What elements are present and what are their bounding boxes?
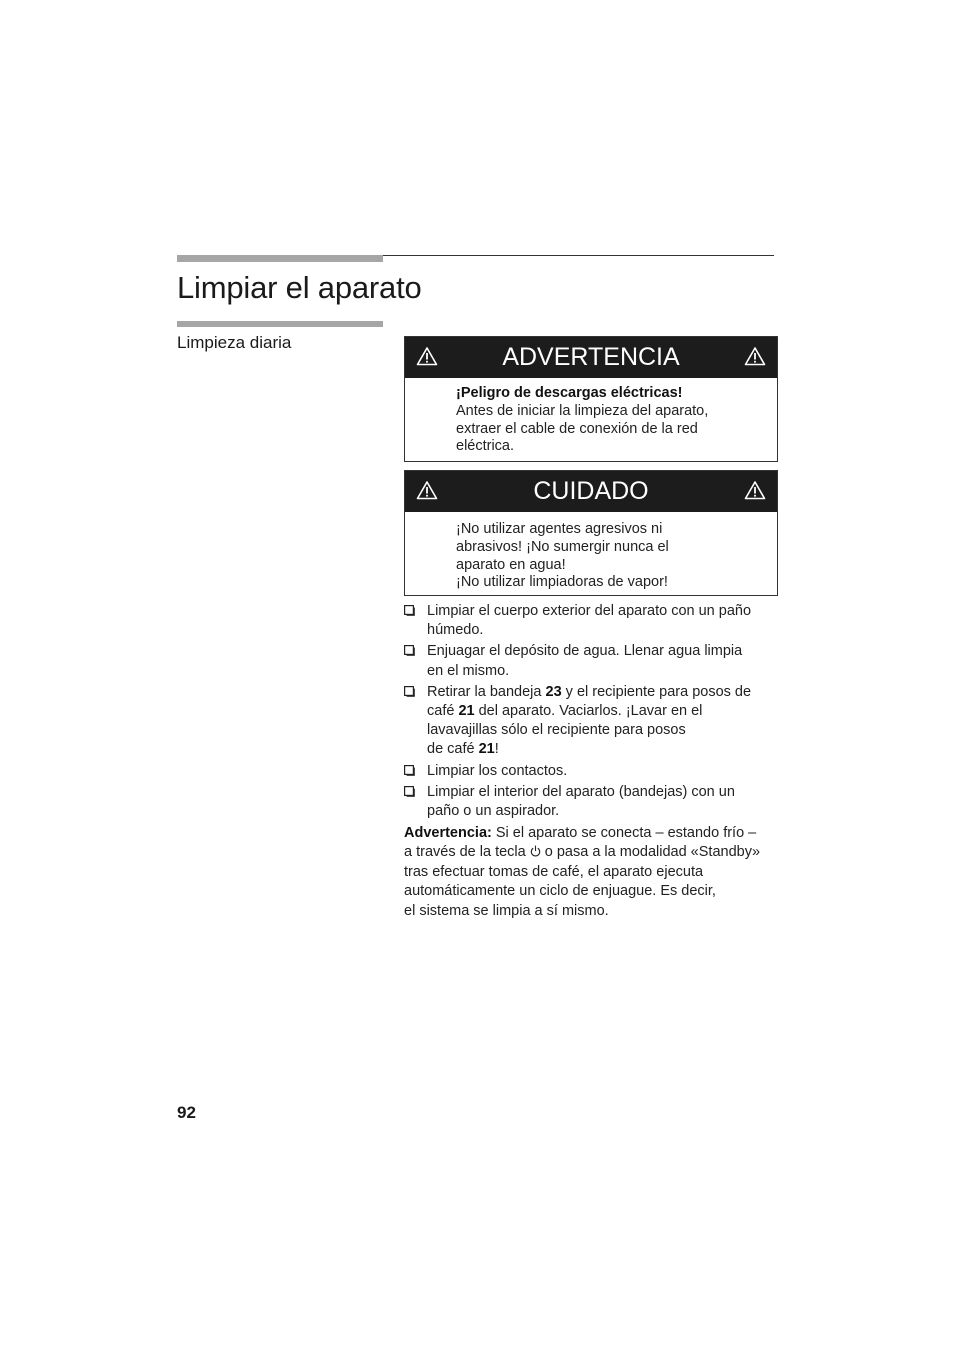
note-text: a través de la tecla <box>404 844 530 861</box>
step-text <box>427 702 784 721</box>
warning-line: eléctrica. <box>456 438 515 455</box>
part-number-ref: 23 <box>545 683 562 700</box>
caution-box <box>404 470 778 596</box>
step-text: Limpiar el cuerpo exterior del aparato con un paño <box>427 603 752 619</box>
title-rule-thick <box>177 255 383 262</box>
step-text-part: Retirar la bandeja <box>427 683 546 700</box>
step-text <box>427 683 784 702</box>
warning-triangle-icon <box>744 480 766 500</box>
warning-box-body <box>405 378 777 460</box>
title-rule-thin <box>383 255 774 256</box>
caution-box-header <box>405 471 777 512</box>
list-item <box>404 762 784 781</box>
caution-box-body <box>405 512 777 596</box>
list-item <box>404 642 784 680</box>
checkbox-icon <box>404 786 415 797</box>
note-line: automáticamente un ciclo de enjuague. Es decir, <box>404 883 716 900</box>
warning-line: Antes de iniciar la limpieza del aparato, <box>456 402 709 419</box>
checkbox-icon <box>404 605 415 616</box>
step-text: lavavajillas sólo el recipiente para posos <box>427 722 686 739</box>
note-label: Advertencia: <box>404 825 492 841</box>
note-text: Si el aparato se conecta – estando frío – <box>491 825 757 841</box>
part-number-ref: 21 <box>478 741 495 758</box>
page-number: 92 <box>177 1103 196 1122</box>
note-line: tras efectuar tomas de café, el aparato ejecuta <box>404 863 704 880</box>
step-text-part: y el recipiente para posos de <box>561 683 752 700</box>
page-title: Limpiar el aparato <box>177 270 422 305</box>
note-paragraph <box>404 824 794 921</box>
warning-box <box>404 336 778 462</box>
list-item <box>404 683 784 760</box>
warning-heading: ¡Peligro de descargas eléctricas! <box>456 385 683 401</box>
cleaning-steps-list <box>404 602 784 823</box>
warning-box-header <box>405 337 777 378</box>
note-text: o pasa a la modalidad «Standby» <box>540 844 761 861</box>
caution-line: ¡No utilizar agentes agresivos ni <box>456 521 663 537</box>
caution-box-title: CUIDADO <box>533 477 649 505</box>
step-text: Limpiar los contactos. <box>427 762 568 779</box>
checkbox-icon <box>404 686 415 697</box>
step-text-part: ! <box>494 741 499 758</box>
checkbox-icon <box>404 645 415 656</box>
caution-line: aparato en agua! <box>456 556 566 573</box>
list-item <box>404 602 784 640</box>
warning-line: extraer el cable de conexión de la red <box>456 420 698 437</box>
step-text <box>427 740 784 759</box>
caution-line: ¡No utilizar limpiadoras de vapor! <box>456 574 668 591</box>
checkbox-icon <box>404 765 415 776</box>
warning-box-title: ADVERTENCIA <box>502 343 680 371</box>
step-text: Limpiar el interior del aparato (bandejas) con un <box>427 783 735 800</box>
step-text: Enjuagar el depósito de agua. Llenar agua limpia <box>427 643 743 660</box>
note-line: el sistema se limpia a sí mismo. <box>404 902 609 919</box>
list-item <box>404 783 784 821</box>
step-text-part: café <box>427 703 459 720</box>
power-icon <box>530 845 541 857</box>
step-text: paño o un aspirador. <box>427 803 560 820</box>
step-text-part: de café <box>427 741 479 758</box>
warning-triangle-icon <box>744 346 766 366</box>
step-text-part: del aparato. Vaciarlos. ¡Lavar en el <box>474 703 703 720</box>
note-line <box>404 824 794 843</box>
step-text: húmedo. <box>427 622 484 639</box>
caution-line: abrasivos! ¡No sumergir nunca el <box>456 538 669 555</box>
step-text: en el mismo. <box>427 662 510 679</box>
note-line <box>404 843 794 862</box>
section-rule <box>177 321 383 327</box>
section-heading: Limpieza diaria <box>177 333 292 352</box>
part-number-ref: 21 <box>458 703 475 720</box>
